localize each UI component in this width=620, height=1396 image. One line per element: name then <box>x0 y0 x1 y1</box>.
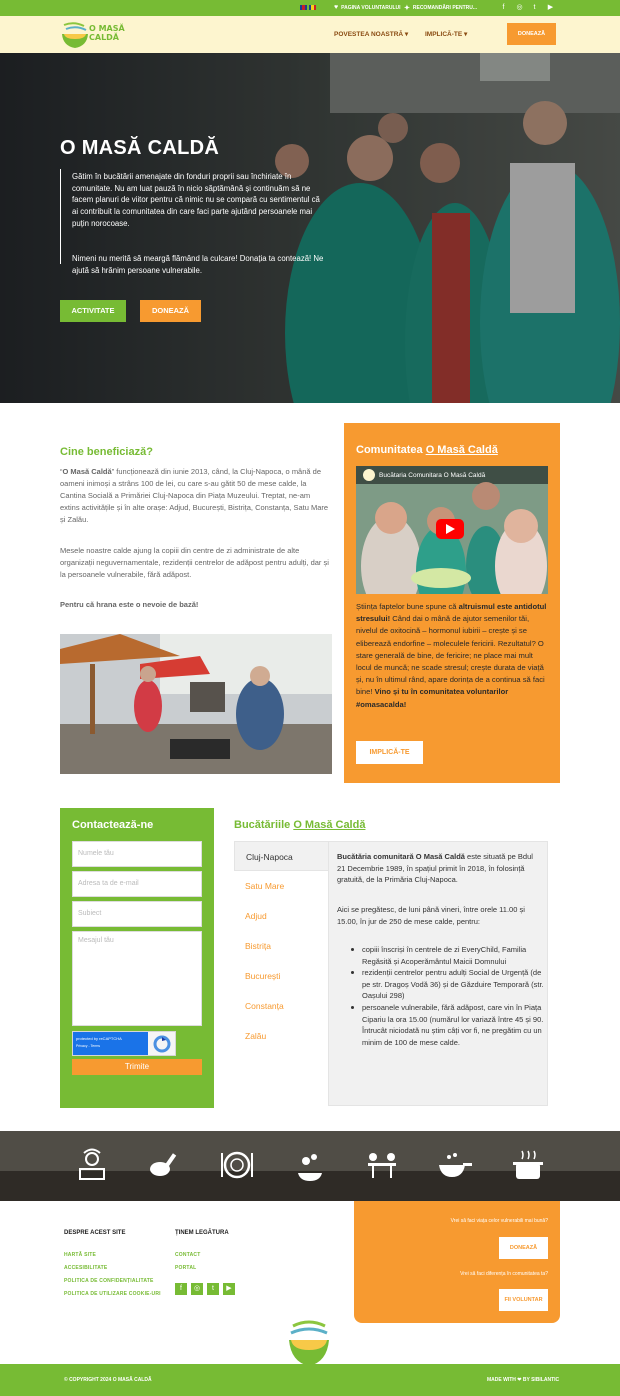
tab-bucuresti[interactable]: București <box>245 971 281 981</box>
cooking-hand-icon <box>292 1147 328 1183</box>
chevron-down-icon: ▾ <box>404 31 409 38</box>
become-volunteer-button[interactable]: FII VOLUNTAR <box>499 1289 548 1311</box>
community-text: Știința faptelor bune spune că altruismul este antidotul stresului! Când dai o mână de ajutor semenilor tăi, nivelul de oxitocină – hormonul iubirii – crește și se eliberează endorfine – moleculele fericirii. Rezultatul? O stare generală de bine, de fericire; ne place mai mult locul de muncă; ne scade stresul; crește durata de viață și, nu în ultimul rând, apare dorința de a continua să faci bine! Vino și tu în comunitatea voluntarilor #omasacalda! <box>356 602 547 709</box>
youtube-icon[interactable]: ▶ <box>223 1283 235 1295</box>
list-item: persoanele vulnerabile, fără adăpost, care vin în Piața Cipariu la ora 15.00 (numărul lor variază între 45 și 90. Întrucât niciodată nu știm câți vor fi, ne pregătim cu un minim de 100 de mese calde. <box>348 1002 544 1048</box>
volunteer-page-link[interactable]: ♥ PAGINA VOLUNTARULUI <box>334 4 401 11</box>
english-flag-icon[interactable] <box>300 5 307 10</box>
cookie-policy-link[interactable]: POLITICA DE UTILIZARE COOKIE-URI <box>64 1291 161 1297</box>
dining-people-icon <box>364 1147 400 1183</box>
tab-adjud[interactable]: Adjud <box>245 911 267 921</box>
beneficiaries-paragraph-2: Mesele noastre calde ajung la copiii din centre de zi administrate de alte organizații neguvernamentale, rezidenții centrelor de adăpost pentru adulți, dar și la persoanele vulnerabile, fără adăpost. <box>60 546 329 579</box>
recaptcha-widget[interactable]: protected by reCAPTCHA Privacy - Terms <box>72 1031 176 1056</box>
copyright-text: © COPYRIGHT 2024 O MASĂ CALDĂ <box>64 1377 152 1383</box>
made-with-credit[interactable]: MADE WITH ❤ BY SIBILANTIC <box>487 1377 560 1383</box>
tab-zalau[interactable]: Zalău <box>245 1031 267 1041</box>
header-donate-button[interactable]: DONEAZĂ <box>507 23 556 45</box>
message-field[interactable]: Mesajul tău <box>72 931 202 1026</box>
frying-pan-icon <box>146 1147 182 1183</box>
kitchen-beneficiaries-list <box>348 944 544 1048</box>
facebook-icon[interactable]: f <box>502 4 505 11</box>
language-flags[interactable] <box>300 5 316 10</box>
community-title-link[interactable]: O Masă Caldă <box>425 444 498 456</box>
kitchens-title-link[interactable]: O Masă Caldă <box>293 819 366 831</box>
list-item: rezidenții centrelor pentru adulți Social de Urgență (de pe str. Dragoș Vodă 36) și de Găzduire Temporară (str. Oașului 298) <box>348 967 544 1002</box>
footer-question-1: Vrei să faci viața celor vulnerabili mai bună? <box>450 1218 548 1224</box>
logo-text[interactable]: O MASĂ CALDĂ <box>89 24 125 42</box>
recommendations-link[interactable]: ✦ RECOMANDĂRI PENTRU... <box>404 5 478 12</box>
kitchen-description-1: Bucătăria comunitară O Masă Caldă este situată pe Bdul 21 Decembrie 1989, în spațiul primit în 2018, în folosință gratuită, de la Primăria Cluj-Napoca. <box>337 852 533 885</box>
community-title: Comunitatea O Masă Caldă <box>356 444 498 456</box>
list-item: copiii înscriși în centrele de zi EveryChild, Familia Regăsită și Acoperământul Maicii Domnului <box>348 944 544 967</box>
tab-satu-mare[interactable]: Satu Mare <box>245 881 285 891</box>
kitchens-title: Bucătăriile O Masă Caldă <box>234 819 366 831</box>
plate-cutlery-icon <box>219 1147 255 1183</box>
nav-our-story[interactable]: POVESTEA NOASTRĂ ▾ <box>334 31 409 38</box>
cooking-pot-icon <box>510 1147 546 1183</box>
tab-cluj-napoca[interactable]: Cluj-Napoca <box>234 841 328 871</box>
video-title: Bucătaria Comunitara O Masă Caldă <box>379 472 486 479</box>
hero-paragraph-1: Gătim în bucătării amenajate din fonduri proprii sau închiriate în comunitate. Nu am luat pauză în nicio săptămână și continuăm să ne facem planuri de viitor pentru că nimic nu se compară cu sentimentul că ai contribuit la comunitatea din care faci parte ajutând persoanele mai puțin norocoase. <box>72 172 320 228</box>
chef-icon <box>74 1147 110 1183</box>
food-distribution-photo <box>60 634 332 774</box>
twitter-icon[interactable]: t <box>533 4 536 11</box>
beneficiaries-title: Cine beneficiază? <box>60 446 153 458</box>
handshake-icon: ✦ <box>404 5 410 12</box>
tab-constanta[interactable]: Constanța <box>245 1001 284 1011</box>
instagram-icon[interactable]: ◎ <box>516 4 523 11</box>
activity-button[interactable]: ACTIVITATE <box>60 300 126 322</box>
contact-link[interactable]: CONTACT <box>175 1252 201 1258</box>
community-video[interactable] <box>356 466 548 594</box>
kitchen-description-2: Aici se pregătesc, de luni până vineri, între orele 11.00 și 15.00, în jur de 250 de mese calde, pentru: <box>337 905 525 926</box>
youtube-icon[interactable]: ▶ <box>547 4 554 11</box>
portal-link[interactable]: PORTAL <box>175 1265 197 1271</box>
hero-paragraph-2: Nimeni nu merită să meargă flămând la culcare! Donația ta contează! Ne ajută să hrănim persoane vulnerabile. <box>72 254 324 275</box>
name-field[interactable]: Numele tău <box>72 841 202 867</box>
email-field[interactable]: Adresa ta de e-mail <box>72 871 202 897</box>
footer-logo-icon <box>283 1318 335 1370</box>
beneficiaries-paragraph-3: Pentru că hrana este o nevoie de bază! <box>60 600 199 609</box>
hero-donate-button[interactable]: DONEAZĂ <box>140 300 201 322</box>
subject-field[interactable]: Subiect <box>72 901 202 927</box>
instagram-icon[interactable]: ◎ <box>191 1283 203 1295</box>
romanian-flag-icon[interactable] <box>309 5 316 10</box>
chevron-down-icon: ▾ <box>464 31 468 38</box>
footer-about-title: DESPRE ACEST SITE <box>64 1230 126 1236</box>
get-involved-button[interactable]: IMPLICĂ-TE <box>356 741 423 764</box>
nav-get-involved[interactable]: IMPLICĂ-TE ▾ <box>425 31 468 38</box>
beneficiaries-paragraph-1: “O Masă Caldă” funcționează din iunie 2013, când, la Cluj-Napoca, o mână de oameni inimoși a strâns 100 de lei, cu care s-au gătit 50 de mese calde, la Cantina Socială a Primăriei Cluj-Napoca din Piața Muzeului. Treptat, ne-am extins activitățile și în alte orașe: Adjud, București, Bistrița, Constanța, Satu Mare și Zalău. <box>60 467 329 524</box>
recaptcha-icon <box>153 1035 171 1053</box>
send-button[interactable]: Trimite <box>72 1059 202 1075</box>
heart-icon: ♥ <box>334 4 339 11</box>
footer-question-2: Vrei să faci diferența în comunitatea ta? <box>460 1271 548 1277</box>
accessibility-link[interactable]: ACCESIBILITATE <box>64 1265 108 1271</box>
sitemap-link[interactable]: HARTĂ SITE <box>64 1252 96 1258</box>
footer-donate-button[interactable]: DONEAZĂ <box>499 1237 548 1259</box>
facebook-icon[interactable]: f <box>175 1283 187 1295</box>
privacy-policy-link[interactable]: POLITICA DE CONFIDENȚIALITATE <box>64 1278 154 1284</box>
tab-bistrita[interactable]: Bistrița <box>245 941 271 951</box>
hero-title: O MASĂ CALDĂ <box>60 137 220 159</box>
hero-divider <box>60 169 61 264</box>
footer-contact-title: ȚINEM LEGĂTURA <box>175 1230 229 1236</box>
wok-icon <box>437 1147 473 1183</box>
twitter-icon[interactable]: t <box>207 1283 219 1295</box>
contact-title: Contactează-ne <box>72 819 154 831</box>
